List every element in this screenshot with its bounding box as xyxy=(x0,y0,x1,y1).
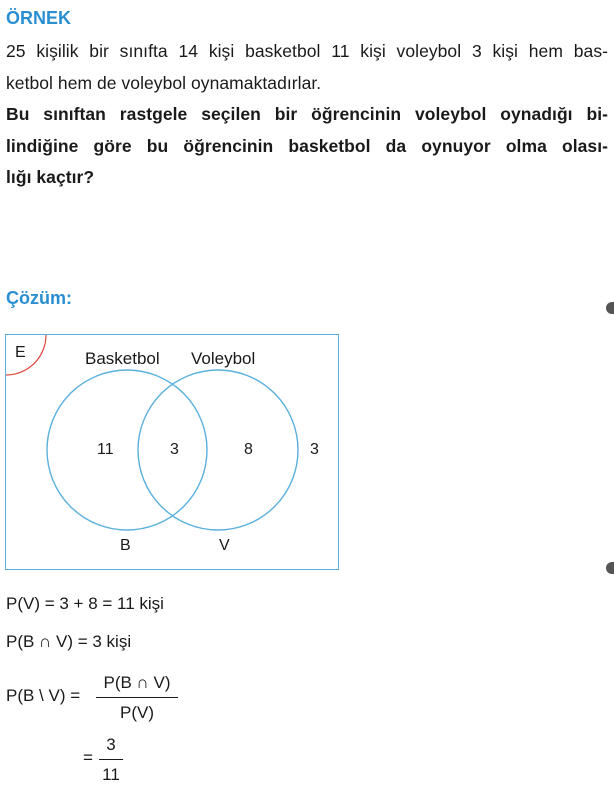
result-fraction-bar xyxy=(99,759,123,760)
outside-count: 3 xyxy=(310,441,319,458)
set-b-letter: B xyxy=(120,537,131,554)
page-edge-mark xyxy=(606,562,614,574)
venn-diagram xyxy=(5,334,339,570)
conditional-fraction-bar xyxy=(96,697,178,698)
page-edge-mark xyxy=(606,302,614,314)
universe-label: E xyxy=(15,344,26,361)
basketbol-circle xyxy=(47,370,207,530)
step-p-b-and-v: P(B ∩ V) = 3 kişi xyxy=(6,632,132,651)
basketbol-set-title: Basketbol xyxy=(85,349,160,368)
result-equals: = xyxy=(83,748,93,767)
question-line-2: lindiğine göre bu öğrencinin basketbol da oynuyor olma olası- xyxy=(6,136,608,156)
conditional-denominator: P(V) xyxy=(120,703,154,722)
voleybol-circle xyxy=(138,370,298,530)
problem-line-2: ketbol hem de voleybol oynamaktadırlar. xyxy=(6,73,322,93)
only-basketbol-count: 11 xyxy=(97,441,114,458)
question-line-3: lığı kaçtır? xyxy=(6,167,95,187)
step-p-v: P(V) = 3 + 8 = 11 kişi xyxy=(6,594,164,613)
problem-line-1: 25 kişilik bir sınıfta 14 kişi basketbol 11 kişi voleybol 3 kişi hem bas- xyxy=(6,41,608,61)
intersection-count: 3 xyxy=(170,441,179,458)
conditional-numerator: P(B ∩ V) xyxy=(103,673,171,692)
universe-corner-arc xyxy=(6,335,46,375)
conditional-lhs: P(B \ V) = xyxy=(6,686,81,705)
result-denominator: 11 xyxy=(102,765,120,784)
result-numerator: 3 xyxy=(106,735,116,754)
voleybol-set-title: Voleybol xyxy=(191,349,256,368)
solution-heading: Çözüm: xyxy=(6,288,72,308)
example-heading: ÖRNEK xyxy=(6,8,72,28)
question-line-1: Bu sınıftan rastgele seçilen bir öğrencinin voleybol oynadığı bi- xyxy=(6,104,608,124)
set-v-letter: V xyxy=(219,537,230,554)
only-voleybol-count: 8 xyxy=(244,441,253,458)
